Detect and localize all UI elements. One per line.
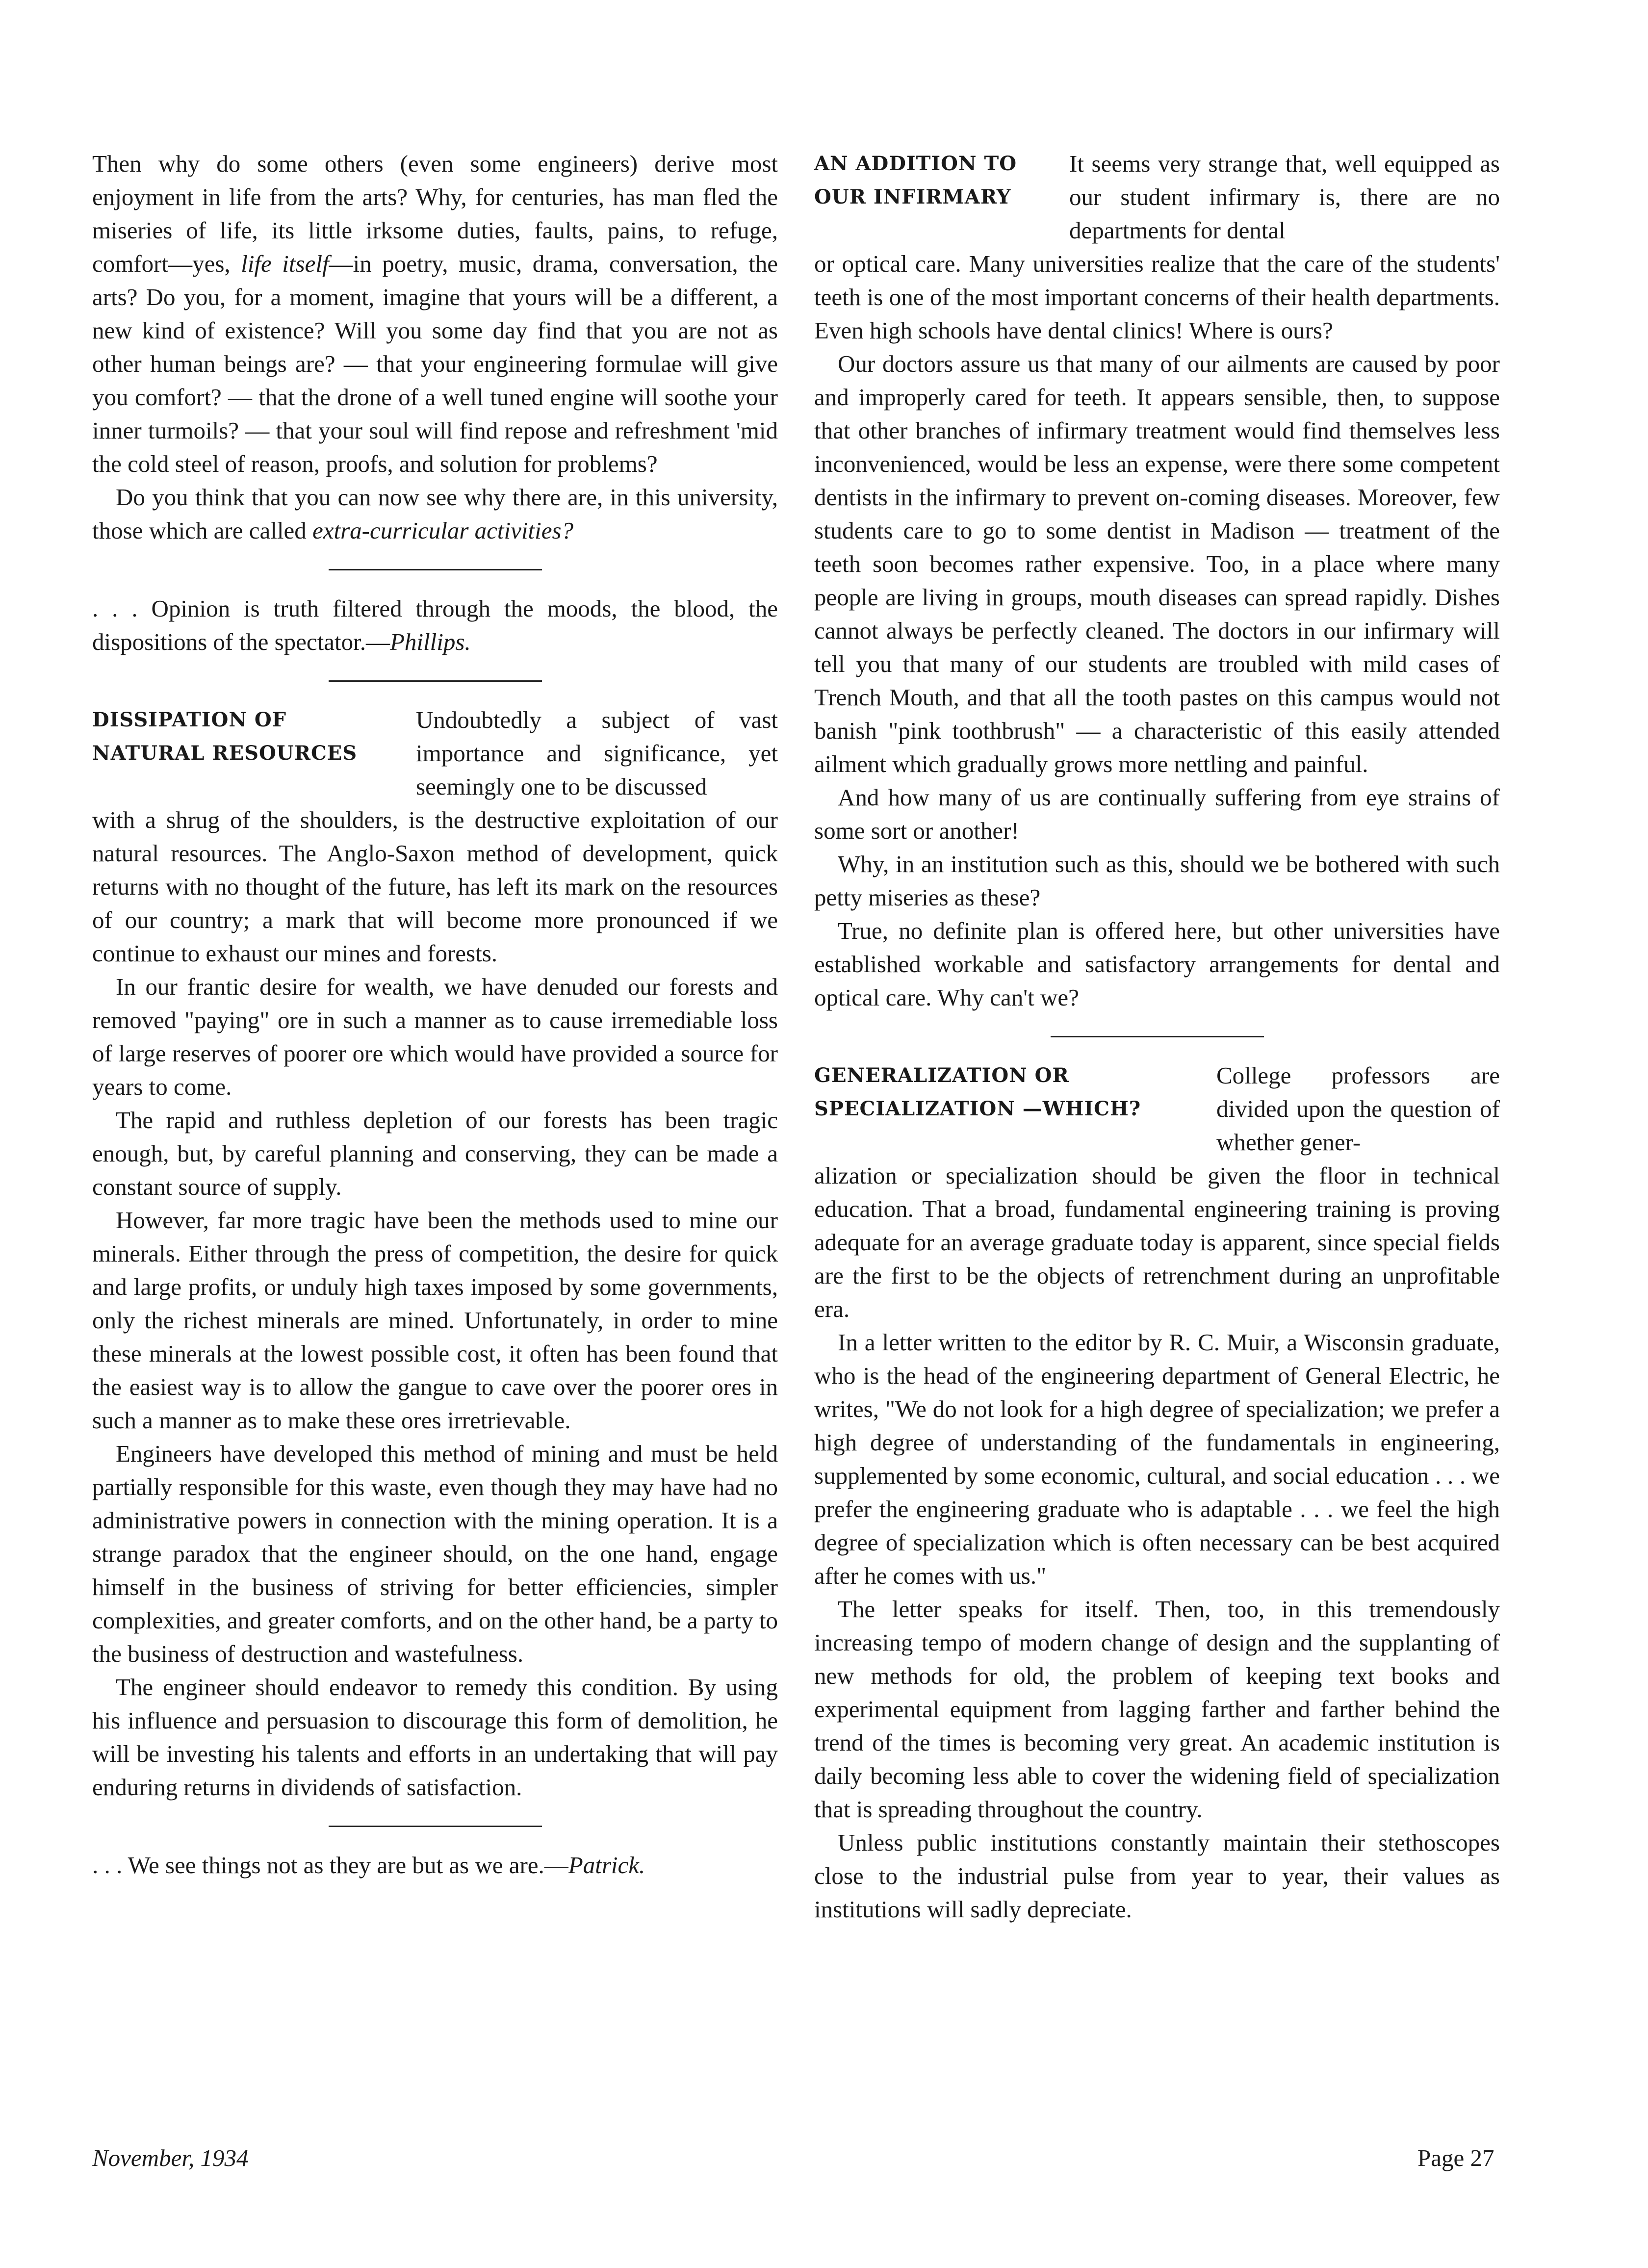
- infirmary-paragraph: Our doctors assure us that many of our ailments are caused by poor and improperly cared for teeth. It appears sensible, then, to suppose that other branches of infirmary treatment would find themselves less inconvenienced, would be less an expense, were there some competent dentists in the infirmary to prevent on-coming diseases. Moreover, few students care to go to some dentist in Madison — treatment of the teeth soon becomes rather expensive. Too, in a place where many people are living in groups, mouth diseases can spread rapidly. Dishes cannot always be perfectly cleaned. The doctors in our infirmary will tell you that many of our students are troubled with mild cases of Trench Mouth, and that all the tooth pastes on this campus would not banish "pink toothbrush" — a characteristic of this easily attended ailment which gradually grows more nettling and painful.: [814, 350, 1500, 777]
- infirmary-section: [814, 147, 1500, 1014]
- footer-page-number: Page 27: [1417, 2144, 1494, 2171]
- infirmary-lead: It seems very strange that, well equipped as our student infirmary is, there are no departments for dental: [1069, 150, 1500, 244]
- divider-rule: [1051, 1036, 1264, 1037]
- infirmary-continuation: or optical care. Many universities realize that the care of the students' teeth is one of the most important concerns of their health departments. Even high schools have dental clinics! Where is ours?: [814, 250, 1500, 344]
- dissipation-header-row: [92, 703, 778, 803]
- phillips-quote: . . . Opinion is truth filtered through the moods, the blood, the dispositions of the spectator.—Phillips.: [92, 595, 778, 655]
- generalization-heading: GENERALIZATION OR SPECIALIZATION —WHICH?: [814, 1064, 1141, 1120]
- right-column: [814, 147, 1500, 1926]
- infirmary-paragraph: Why, in an institution such as this, should we be bothered with such petty miseries as these?: [814, 850, 1500, 911]
- generalization-continuation: alization or specialization should be given the floor in technical education. That a broad, fundamental engineering training is proving adequate for an average graduate today is apparent, since special fields are the first to be the objects of retrenchment during an unprofitable era.: [814, 1162, 1500, 1322]
- divider-rule: [329, 680, 542, 682]
- footer-date: November, 1934: [92, 2144, 249, 2171]
- dissipation-paragraph: The rapid and ruthless depletion of our forests has been tragic enough, but, by careful planning and conserving, they can be made a constant source of supply.: [92, 1107, 778, 1200]
- dissipation-heading: DISSIPATION OF NATURAL RESOURCES: [92, 708, 358, 765]
- dissipation-continuation: with a shrug of the shoulders, is the destructive exploitation of our natural resources. The Anglo-Saxon method of development, quick returns with no thought of the future, has left its mark on the resources of our country; a mark that will become more pronounced if we continue to exhaust our mines and forests.: [92, 806, 778, 967]
- infirmary-header-row: [814, 147, 1500, 247]
- patrick-quote: . . . We see things not as they are but as we are.—Patrick.: [92, 1852, 645, 1879]
- dissipation-paragraph: Engineers have developed this method of mining and must be held partially responsible for this waste, even though they may have had no administrative powers in connection with the mining operation. It is a strange paradox that the engineer should, on the one hand, engage himself in the business of striving for better efficiencies, simpler complexities, and greater comforts, and on the other hand, be a party to the business of destruction and wastefulness.: [92, 1440, 778, 1667]
- generalization-header-row: [814, 1059, 1500, 1159]
- left-column: [92, 147, 778, 1882]
- intro-paragraph: Then why do some others (even some engineers) derive most enjoyment in life from the arts? Why, for centuries, has man fled the miseries of life, its little irksome duties, faults, pains, to refuge, comfort—yes, life itself—in poetry, music, drama, conversation, the arts? Do you, for a moment, imagine that yours will be a different, a new kind of existence? Will you some day find that you are not as other human beings are? — that your engineering formulae will give you comfort? — that the drone of a well tuned engine will soothe your inner turmoils? — that your soul will find repose and refreshment 'mid the cold steel of reason, proofs, and solution for problems?: [92, 150, 778, 477]
- dissipation-paragraph: However, far more tragic have been the methods used to mine our minerals. Either through the press of competition, the desire for quick and large profits, or unduly high taxes imposed by some governments, only the richest minerals are mined. Unfortunately, in order to mine these minerals at the lowest possible cost, it often has been found that the easiest way is to allow the gangue to cave over the poorer ores in such a manner as to make these ores irretrievable.: [92, 1207, 778, 1434]
- extracurricular-paragraph: Do you think that you can now see why there are, in this university, those which are called extra-curricular activities?: [92, 484, 778, 544]
- divider-rule: [329, 569, 542, 570]
- infirmary-heading: AN ADDITION TO OUR INFIRMARY: [814, 152, 1017, 208]
- generalization-lead: College professors are divided upon the question of whether gener-: [1216, 1062, 1500, 1156]
- generalization-section: [814, 1059, 1500, 1926]
- infirmary-paragraph: True, no definite plan is offered here, but other universities have established workable and satisfactory arrangements for dental and optical care. Why can't we?: [814, 917, 1500, 1011]
- dissipation-paragraph: In our frantic desire for wealth, we have denuded our forests and removed "paying" ore in such a manner as to cause irremediable loss of large reserves of poorer ore which would have provided a source for years to come.: [92, 973, 778, 1100]
- divider-rule: [329, 1826, 542, 1827]
- generalization-paragraph: Unless public institutions constantly maintain their stethoscopes close to the industrial pulse from year to year, their values as institutions will sadly depreciate.: [814, 1829, 1500, 1923]
- dissipation-section: [92, 703, 778, 1804]
- dissipation-paragraph: The engineer should endeavor to remedy this condition. By using his influence and persuasion to discourage this form of demolition, he will be investing his talents and efforts in an undertaking that will pay enduring returns in dividends of satisfaction.: [92, 1674, 778, 1801]
- dissipation-lead: Undoubtedly a subject of vast importance and significance, yet seemingly one to be discussed: [416, 706, 778, 800]
- generalization-paragraph: The letter speaks for itself. Then, too, in this tremendously increasing tempo of modern change of design and the supplanting of new methods for old, the problem of keeping text books and experimental equipment from lagging farther and farther behind the trend of the times is becoming very great. An academic institution is daily becoming less able to cover the widening field of specialization that is spreading throughout the country.: [814, 1596, 1500, 1823]
- generalization-paragraph: In a letter written to the editor by R. C. Muir, a Wisconsin graduate, who is the head of the engineering department of General Electric, he writes, "We do not look for a high degree of specialization; we prefer a high degree of understanding of the fundamentals in engineering, supplemented by some economic, cultural, and social education . . . we prefer the engineering graduate who is adaptable . . . we feel the high degree of specialization which is often necessary can be best acquired after he comes with us.": [814, 1329, 1500, 1589]
- infirmary-paragraph: And how many of us are continually suffering from eye strains of some sort or another!: [814, 784, 1500, 844]
